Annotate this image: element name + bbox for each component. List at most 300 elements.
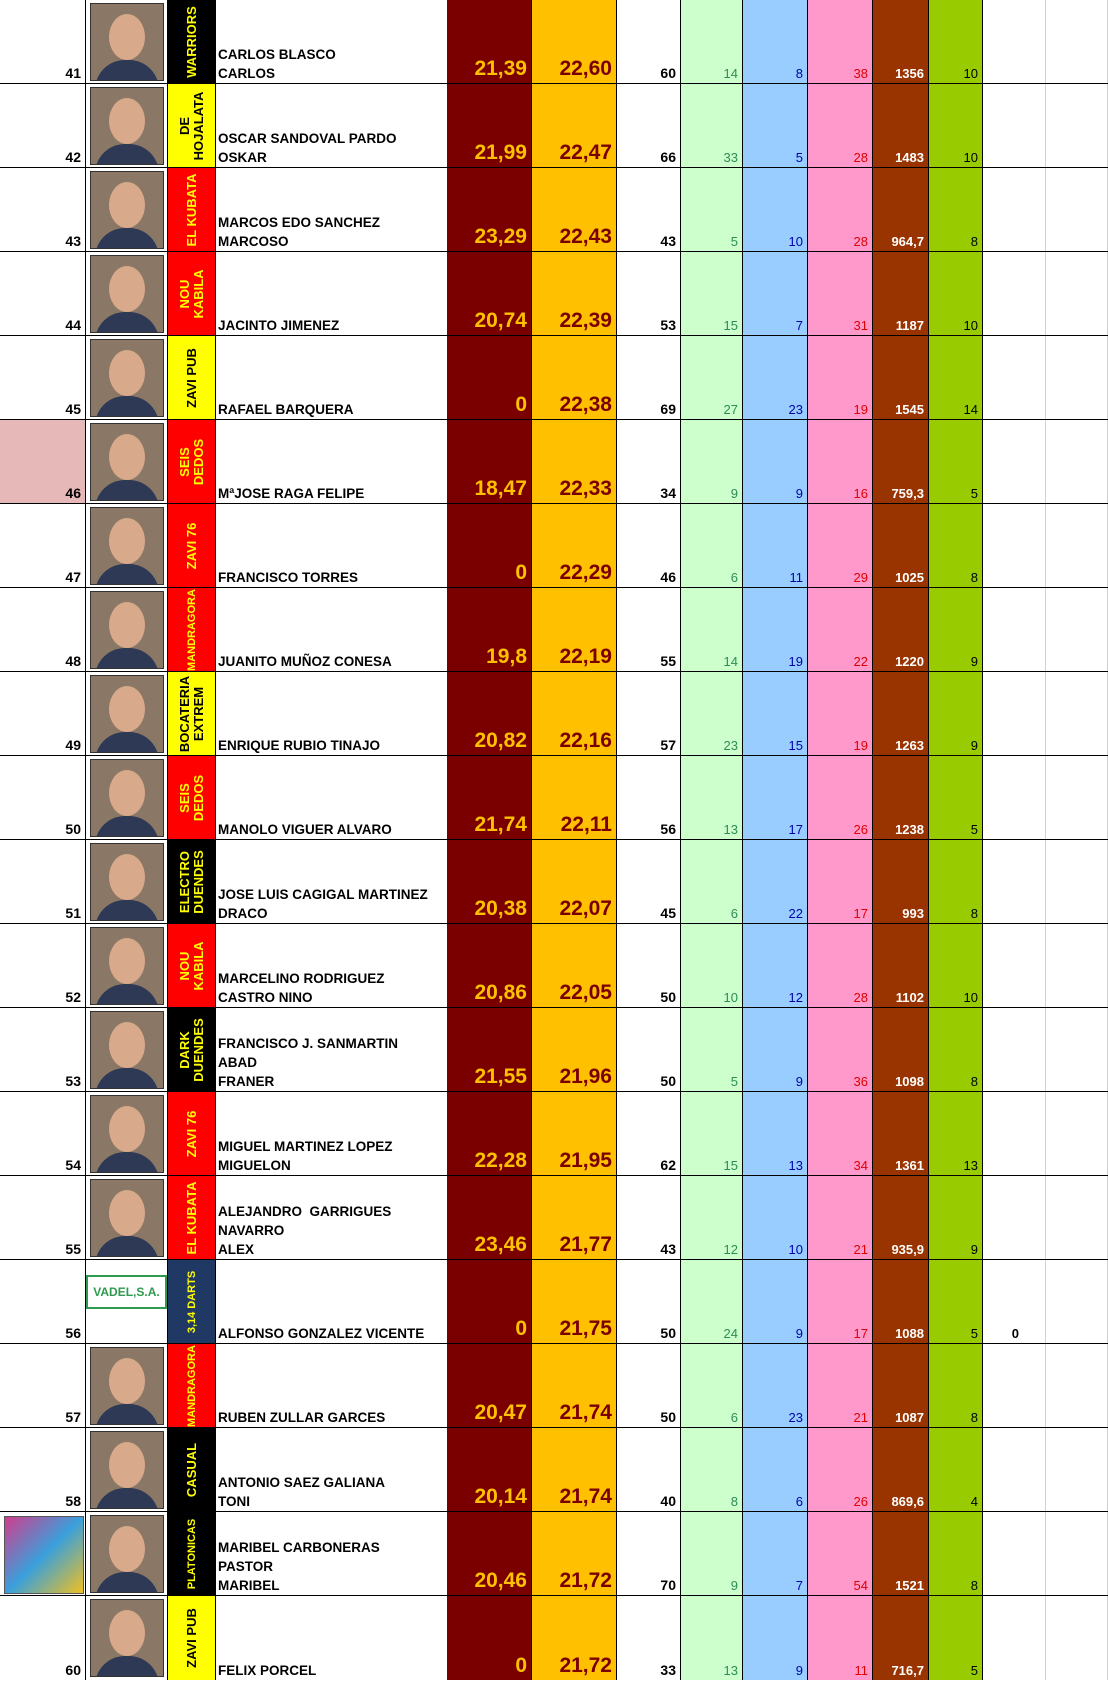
avg-previous: 0 bbox=[515, 393, 527, 416]
stat-lime-cell bbox=[929, 420, 983, 503]
stat-blue-cell bbox=[743, 252, 808, 335]
stat-green: 6 bbox=[730, 906, 738, 921]
stat-green: 13 bbox=[723, 822, 738, 837]
avg-current-cell bbox=[532, 1092, 617, 1175]
team-name: 3,14 DARTS bbox=[185, 1270, 198, 1333]
table-row bbox=[0, 84, 1108, 168]
photo-shoulders bbox=[95, 60, 159, 81]
stat-green-cell bbox=[681, 1092, 743, 1175]
stat-lime: 10 bbox=[963, 150, 978, 165]
games-played: 50 bbox=[660, 1073, 676, 1089]
extra-value-cell bbox=[983, 336, 1046, 419]
player-photo-image bbox=[90, 591, 164, 669]
team-name: ZAVI 76 bbox=[183, 1110, 199, 1157]
player-photo bbox=[86, 252, 168, 335]
avg-previous: 20,82 bbox=[474, 729, 527, 752]
stat-pink-cell bbox=[808, 168, 873, 251]
rank-cell bbox=[0, 1344, 86, 1427]
stat-pink-cell bbox=[808, 1512, 873, 1595]
team-cell bbox=[168, 1512, 216, 1595]
extra-value-cell bbox=[983, 1260, 1046, 1343]
avg-current: 22,16 bbox=[559, 729, 612, 752]
stat-blue-cell bbox=[743, 1512, 808, 1595]
player-photo bbox=[86, 1596, 168, 1680]
points-total: 716,7 bbox=[891, 1663, 924, 1678]
avg-current-cell bbox=[532, 420, 617, 503]
stat-pink: 21 bbox=[853, 1410, 868, 1425]
avg-current-cell bbox=[532, 0, 617, 83]
stat-green: 14 bbox=[723, 654, 738, 669]
rank-cell bbox=[0, 504, 86, 587]
avg-current: 22,43 bbox=[559, 225, 612, 248]
avg-previous-cell bbox=[447, 336, 532, 419]
stat-pink: 29 bbox=[853, 570, 868, 585]
player-photo bbox=[86, 1344, 168, 1427]
empty-cell bbox=[1046, 1008, 1108, 1091]
stat-green-cell bbox=[681, 672, 743, 755]
player-name: MªJOSE RAGA FELIPE bbox=[218, 486, 365, 501]
team-cell bbox=[168, 588, 216, 671]
stat-green: 33 bbox=[723, 150, 738, 165]
avg-previous: 20,46 bbox=[474, 1569, 527, 1592]
player-name-cell bbox=[216, 336, 447, 419]
stat-green: 6 bbox=[730, 570, 738, 585]
points-total: 935,9 bbox=[891, 1242, 924, 1257]
player-photo bbox=[86, 168, 168, 251]
games-played-cell bbox=[617, 1344, 681, 1427]
team-cell bbox=[168, 336, 216, 419]
player-photo-image bbox=[90, 1347, 164, 1425]
table-row bbox=[0, 1512, 1108, 1596]
avg-current: 21,96 bbox=[559, 1065, 612, 1088]
rank-number: 44 bbox=[65, 317, 81, 333]
avg-current-cell bbox=[532, 504, 617, 587]
stat-green-cell bbox=[681, 1512, 743, 1595]
points-total-cell bbox=[873, 1260, 929, 1343]
games-played-cell bbox=[617, 840, 681, 923]
avg-previous-cell bbox=[447, 504, 532, 587]
player-name-cell bbox=[216, 1092, 447, 1175]
avg-current-cell bbox=[532, 84, 617, 167]
player-photo-image bbox=[90, 843, 164, 921]
extra-value-cell bbox=[983, 84, 1046, 167]
extra-value-cell bbox=[983, 1008, 1046, 1091]
team-name: CASUAL bbox=[183, 1442, 199, 1497]
stat-blue: 7 bbox=[795, 318, 803, 333]
table-row bbox=[0, 924, 1108, 1008]
games-played-cell bbox=[617, 504, 681, 587]
team-cell bbox=[168, 840, 216, 923]
player-name: MANOLO VIGUER ALVARO bbox=[218, 822, 392, 837]
team-name: BOCATERIA EXTREM bbox=[176, 675, 206, 752]
avg-current: 22,07 bbox=[559, 897, 612, 920]
points-total: 1356 bbox=[895, 66, 924, 81]
stat-lime: 9 bbox=[970, 738, 978, 753]
stat-blue-cell bbox=[743, 1428, 808, 1511]
stat-green: 5 bbox=[730, 234, 738, 249]
rank-cell bbox=[0, 924, 86, 1007]
player-photo bbox=[86, 1092, 168, 1175]
table-row bbox=[0, 168, 1108, 252]
stat-lime: 10 bbox=[963, 66, 978, 81]
player-name-cell bbox=[216, 252, 447, 335]
avg-current: 21,72 bbox=[559, 1654, 612, 1677]
player-name-cell bbox=[216, 1008, 447, 1091]
player-name-cell bbox=[216, 840, 447, 923]
table-row bbox=[0, 336, 1108, 420]
stat-lime-cell bbox=[929, 1092, 983, 1175]
games-played-cell bbox=[617, 420, 681, 503]
team-cell bbox=[168, 756, 216, 839]
team-name: DARK DUENDES bbox=[176, 1017, 206, 1082]
empty-cell bbox=[1046, 588, 1108, 671]
avg-previous: 21,39 bbox=[474, 57, 527, 80]
empty-cell bbox=[1046, 252, 1108, 335]
rank-number: 57 bbox=[65, 1409, 81, 1425]
player-photo-image bbox=[90, 255, 164, 333]
player-name-cell bbox=[216, 420, 447, 503]
stat-lime: 5 bbox=[970, 822, 978, 837]
photo-head bbox=[109, 1358, 145, 1404]
player-name-cell bbox=[216, 924, 447, 1007]
stat-pink-cell bbox=[808, 504, 873, 587]
games-played: 43 bbox=[660, 233, 676, 249]
empty-cell bbox=[1046, 1428, 1108, 1511]
stat-blue: 12 bbox=[788, 990, 803, 1005]
stat-blue-cell bbox=[743, 588, 808, 671]
points-total-cell bbox=[873, 168, 929, 251]
points-total: 1220 bbox=[895, 654, 924, 669]
points-total-cell bbox=[873, 672, 929, 755]
stat-blue-cell bbox=[743, 756, 808, 839]
team-name: DE HOJALATA bbox=[176, 91, 206, 160]
photo-shoulders bbox=[95, 1236, 159, 1257]
avg-current: 21,95 bbox=[559, 1149, 612, 1172]
rank-number: 54 bbox=[65, 1157, 81, 1173]
photo-shoulders bbox=[95, 1404, 159, 1425]
stat-green: 23 bbox=[723, 738, 738, 753]
stat-lime: 8 bbox=[970, 906, 978, 921]
table-row bbox=[0, 756, 1108, 840]
games-played-cell bbox=[617, 756, 681, 839]
stat-blue-cell bbox=[743, 1260, 808, 1343]
stat-blue-cell bbox=[743, 336, 808, 419]
stat-lime: 14 bbox=[963, 402, 978, 417]
empty-cell bbox=[1046, 1344, 1108, 1427]
stat-green: 6 bbox=[730, 1410, 738, 1425]
points-total-cell bbox=[873, 1176, 929, 1259]
stat-blue: 10 bbox=[788, 1242, 803, 1257]
rank-number: 60 bbox=[65, 1662, 81, 1678]
team-name: MANDRAGORA bbox=[185, 1344, 198, 1427]
table-row bbox=[0, 1260, 1108, 1344]
player-name-cell bbox=[216, 1176, 447, 1259]
games-played: 34 bbox=[660, 485, 676, 501]
extra-value-cell bbox=[983, 1176, 1046, 1259]
rank-cell bbox=[0, 1176, 86, 1259]
stat-blue: 11 bbox=[789, 570, 803, 585]
table-row bbox=[0, 1596, 1108, 1680]
stat-blue: 23 bbox=[788, 402, 803, 417]
stat-lime: 8 bbox=[970, 570, 978, 585]
team-name: ZAVI PUB bbox=[183, 347, 199, 408]
avg-current-cell bbox=[532, 168, 617, 251]
points-total-cell bbox=[873, 252, 929, 335]
photo-shoulders bbox=[95, 648, 159, 669]
player-photo bbox=[86, 1428, 168, 1511]
player-photo bbox=[86, 924, 168, 1007]
player-photo-image bbox=[90, 675, 164, 753]
empty-cell bbox=[1046, 756, 1108, 839]
stat-pink-cell bbox=[808, 420, 873, 503]
games-played-cell bbox=[617, 588, 681, 671]
stat-blue: 9 bbox=[795, 1326, 803, 1341]
player-photo-image bbox=[90, 1431, 164, 1509]
points-total-cell bbox=[873, 924, 929, 1007]
stat-pink-cell bbox=[808, 1596, 873, 1680]
points-total-cell bbox=[873, 1092, 929, 1175]
games-played-cell bbox=[617, 168, 681, 251]
games-played-cell bbox=[617, 1512, 681, 1595]
empty-cell bbox=[1046, 0, 1108, 83]
player-photo-image bbox=[90, 3, 164, 81]
empty-cell bbox=[1046, 1512, 1108, 1595]
stat-pink-cell bbox=[808, 672, 873, 755]
photo-head bbox=[109, 1106, 145, 1152]
stat-blue-cell bbox=[743, 1176, 808, 1259]
points-total: 1102 bbox=[895, 990, 924, 1005]
stat-pink-cell bbox=[808, 1092, 873, 1175]
stat-green-cell bbox=[681, 1344, 743, 1427]
photo-head bbox=[109, 938, 145, 984]
stat-green-cell bbox=[681, 0, 743, 83]
player-photo bbox=[86, 0, 168, 83]
games-played-cell bbox=[617, 1260, 681, 1343]
extra-value-cell bbox=[983, 1428, 1046, 1511]
points-total-cell bbox=[873, 1596, 929, 1680]
avg-previous-cell bbox=[447, 1260, 532, 1343]
extra-value-cell bbox=[983, 1512, 1046, 1595]
player-name-cell bbox=[216, 672, 447, 755]
player-photo-image bbox=[90, 759, 164, 837]
points-total: 759,3 bbox=[891, 486, 924, 501]
points-total: 1187 bbox=[895, 318, 924, 333]
player-name-cell bbox=[216, 1596, 447, 1680]
rank-number: 49 bbox=[65, 737, 81, 753]
team-name: ZAVI 76 bbox=[183, 522, 199, 569]
games-played: 53 bbox=[660, 317, 676, 333]
extra-value-cell bbox=[983, 420, 1046, 503]
stat-pink-cell bbox=[808, 756, 873, 839]
team-name: NOU KABILA bbox=[176, 940, 206, 991]
player-name: JUANITO MUÑOZ CONESA bbox=[218, 654, 392, 669]
photo-shoulders bbox=[95, 816, 159, 837]
points-total: 1521 bbox=[895, 1578, 924, 1593]
extra-value-cell bbox=[983, 840, 1046, 923]
points-total-cell bbox=[873, 840, 929, 923]
avg-current: 22,11 bbox=[560, 813, 612, 836]
stat-pink: 19 bbox=[853, 402, 868, 417]
stat-green-cell bbox=[681, 588, 743, 671]
photo-shoulders bbox=[95, 396, 159, 417]
rank-cell bbox=[0, 756, 86, 839]
stat-lime-cell bbox=[929, 588, 983, 671]
player-name-cell bbox=[216, 1344, 447, 1427]
stat-pink-cell bbox=[808, 84, 873, 167]
avg-previous: 0 bbox=[515, 561, 527, 584]
empty-cell bbox=[1046, 504, 1108, 587]
games-played-cell bbox=[617, 1176, 681, 1259]
player-photo-image bbox=[90, 339, 164, 417]
rank-number: 48 bbox=[65, 653, 81, 669]
player-name: FELIX PORCEL bbox=[218, 1663, 317, 1678]
avg-previous: 0 bbox=[515, 1654, 527, 1677]
player-name: ANTONIO SAEZ GALIANA TONI bbox=[218, 1475, 386, 1509]
avg-previous-cell bbox=[447, 1008, 532, 1091]
stat-pink-cell bbox=[808, 924, 873, 1007]
rank-number: 45 bbox=[65, 401, 81, 417]
avg-current: 22,38 bbox=[559, 393, 612, 416]
avg-current-cell bbox=[532, 588, 617, 671]
avg-previous-cell bbox=[447, 1596, 532, 1680]
team-cell bbox=[168, 84, 216, 167]
stat-green: 10 bbox=[723, 990, 738, 1005]
stat-blue: 6 bbox=[795, 1494, 803, 1509]
stat-lime-cell bbox=[929, 0, 983, 83]
games-played-cell bbox=[617, 252, 681, 335]
avg-current-cell bbox=[532, 1512, 617, 1595]
stat-lime-cell bbox=[929, 1512, 983, 1595]
stat-green: 24 bbox=[723, 1326, 738, 1341]
rank-cell bbox=[0, 1092, 86, 1175]
avg-previous-cell bbox=[447, 1176, 532, 1259]
stat-lime: 5 bbox=[970, 1326, 978, 1341]
team-photo-badge bbox=[4, 1516, 84, 1594]
player-photo bbox=[86, 756, 168, 839]
extra-value-cell bbox=[983, 0, 1046, 83]
stat-lime-cell bbox=[929, 1596, 983, 1680]
stat-green-cell bbox=[681, 168, 743, 251]
games-played: 62 bbox=[660, 1157, 676, 1173]
stat-lime: 10 bbox=[963, 318, 978, 333]
avg-current-cell bbox=[532, 252, 617, 335]
extra-value-cell bbox=[983, 756, 1046, 839]
avg-previous: 0 bbox=[515, 1317, 527, 1340]
points-total: 1545 bbox=[895, 402, 924, 417]
stat-lime-cell bbox=[929, 756, 983, 839]
stat-green-cell bbox=[681, 1428, 743, 1511]
stat-blue-cell bbox=[743, 1596, 808, 1680]
stat-lime-cell bbox=[929, 1176, 983, 1259]
player-photo-image bbox=[90, 927, 164, 1005]
avg-current: 22,60 bbox=[559, 57, 612, 80]
player-photo bbox=[86, 336, 168, 419]
team-name: SEIS DEDOS bbox=[176, 774, 206, 821]
points-total: 1088 bbox=[895, 1326, 924, 1341]
stat-green-cell bbox=[681, 336, 743, 419]
stat-green: 15 bbox=[723, 318, 738, 333]
player-name: OSCAR SANDOVAL PARDO OSKAR bbox=[218, 131, 397, 165]
player-name: ALEJANDRO GARRIGUES NAVARRO ALEX bbox=[218, 1204, 392, 1257]
points-total: 869,6 bbox=[891, 1494, 924, 1509]
extra-value-cell bbox=[983, 672, 1046, 755]
player-photo-image bbox=[90, 1179, 164, 1257]
stat-pink: 19 bbox=[853, 738, 868, 753]
player-name-cell bbox=[216, 1260, 447, 1343]
avg-previous: 18,47 bbox=[474, 477, 527, 500]
stat-blue-cell bbox=[743, 0, 808, 83]
team-name: SEIS DEDOS bbox=[176, 438, 206, 485]
player-name: JOSE LUIS CAGIGAL MARTINEZ DRACO bbox=[218, 887, 428, 921]
stat-blue: 17 bbox=[788, 822, 803, 837]
games-played-cell bbox=[617, 672, 681, 755]
rank-cell bbox=[0, 168, 86, 251]
points-total-cell bbox=[873, 1428, 929, 1511]
rank-cell bbox=[0, 1260, 86, 1343]
stat-pink: 21 bbox=[853, 1242, 868, 1257]
photo-shoulders bbox=[95, 732, 159, 753]
stat-green-cell bbox=[681, 924, 743, 1007]
rank-cell bbox=[0, 84, 86, 167]
stat-pink-cell bbox=[808, 1260, 873, 1343]
avg-previous: 23,46 bbox=[474, 1233, 527, 1256]
photo-shoulders bbox=[95, 312, 159, 333]
stat-blue: 5 bbox=[795, 150, 803, 165]
points-total-cell bbox=[873, 504, 929, 587]
rank-number: 41 bbox=[65, 65, 81, 81]
extra-value-cell bbox=[983, 1344, 1046, 1427]
player-photo bbox=[86, 504, 168, 587]
player-photo bbox=[86, 840, 168, 923]
games-played: 56 bbox=[660, 821, 676, 837]
photo-head bbox=[109, 686, 145, 732]
games-played-cell bbox=[617, 1428, 681, 1511]
stat-green: 8 bbox=[730, 1494, 738, 1509]
team-cell bbox=[168, 1092, 216, 1175]
avg-previous-cell bbox=[447, 0, 532, 83]
stat-blue: 9 bbox=[795, 1663, 803, 1678]
player-photo bbox=[86, 1008, 168, 1091]
table-row bbox=[0, 1344, 1108, 1428]
stat-pink: 17 bbox=[853, 906, 868, 921]
games-played: 69 bbox=[660, 401, 676, 417]
rank-cell bbox=[0, 1428, 86, 1511]
stat-lime-cell bbox=[929, 504, 983, 587]
avg-current-cell bbox=[532, 1008, 617, 1091]
team-cell bbox=[168, 1428, 216, 1511]
stat-green: 5 bbox=[730, 1074, 738, 1089]
player-photo-image bbox=[90, 1599, 164, 1677]
photo-head bbox=[109, 434, 145, 480]
stat-lime-cell bbox=[929, 672, 983, 755]
stat-green-cell bbox=[681, 252, 743, 335]
stat-blue: 23 bbox=[788, 1410, 803, 1425]
stat-lime-cell bbox=[929, 336, 983, 419]
table-row bbox=[0, 1008, 1108, 1092]
photo-head bbox=[109, 518, 145, 564]
stat-blue: 9 bbox=[795, 486, 803, 501]
empty-cell bbox=[1046, 840, 1108, 923]
games-played-cell bbox=[617, 84, 681, 167]
team-cell bbox=[168, 168, 216, 251]
photo-head bbox=[109, 602, 145, 648]
games-played: 66 bbox=[660, 149, 676, 165]
stat-lime-cell bbox=[929, 168, 983, 251]
photo-head bbox=[109, 182, 145, 228]
team-cell bbox=[168, 1176, 216, 1259]
rank-cell bbox=[0, 420, 86, 503]
rank-number: 46 bbox=[65, 485, 81, 501]
